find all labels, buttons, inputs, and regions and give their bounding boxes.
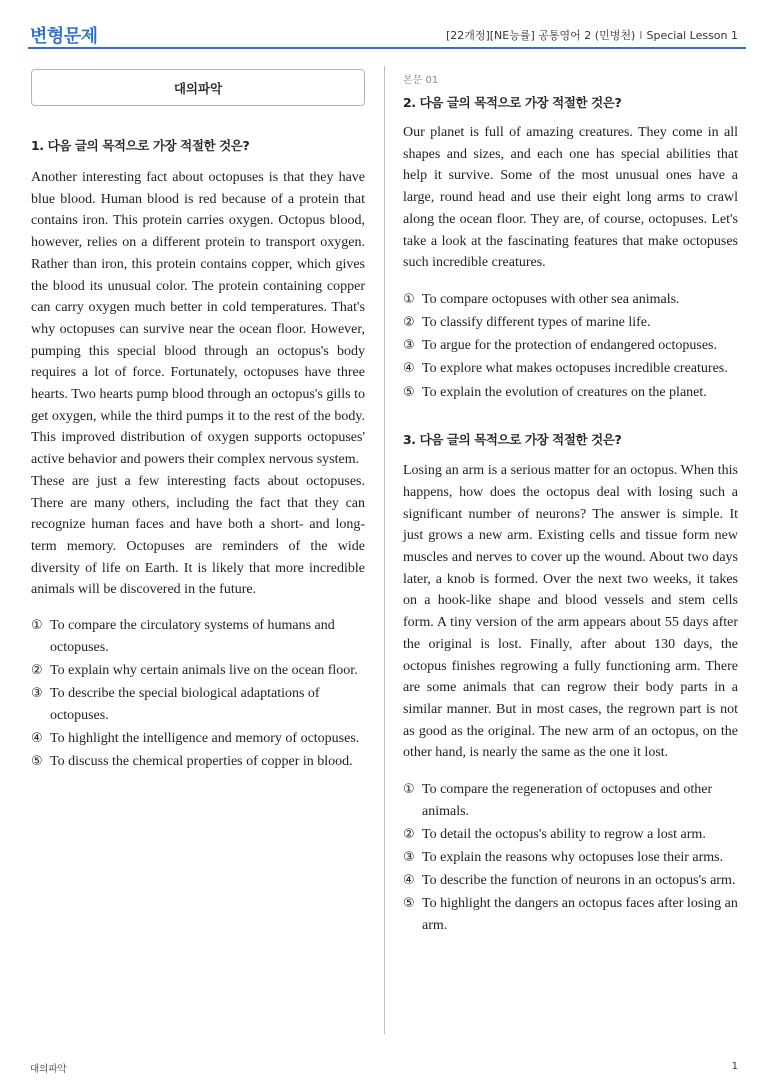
page-header [0, 0, 768, 50]
option-number: ③ [31, 686, 43, 702]
passage-paragraph: Our planet is full of amazing creatures. They come in all shapes and sizes, and each one has special abilities that help it survive. Some of the most unusual ones have a large, round head and use their eight long arms to crawl along the ocean floor. They are, of course, octopuses. Let's take a look at the fascinating features that make octopuses such incredible creatures. [403, 125, 738, 271]
page-title: 변형문제 [30, 26, 98, 47]
header-meta [446, 27, 738, 43]
option-text: To compare octopuses with other sea animals. [422, 291, 680, 307]
question-2-title: 2. 다음 글의 목적으로 가장 적절한 것은? [403, 95, 622, 110]
option-number: ② [31, 662, 43, 678]
option-text: To argue for the protection of endangered octopuses. [422, 338, 717, 354]
option-text: To describe the special biological adaptations of octopuses. [50, 686, 320, 723]
option-text: To explore what makes octopuses incredible creatures. [422, 361, 728, 377]
option-number: ④ [31, 730, 43, 746]
question-3-options [403, 779, 738, 937]
option-number: ⑤ [403, 896, 415, 912]
option-text: To compare the circulatory systems of humans and octopuses. [50, 618, 335, 655]
option-text: To discuss the chemical properties of copper in blood. [50, 754, 353, 769]
option-number: ③ [403, 338, 415, 354]
passage-tag: 본문 01 [403, 75, 439, 86]
option-text: To detail the octopus's ability to regrow a lost arm. [422, 826, 706, 842]
section-label-box [31, 69, 365, 106]
question-2-options [403, 289, 738, 403]
option-text: To explain the reasons why octopuses lose their arms. [422, 850, 724, 866]
question-1-options [31, 615, 365, 773]
right-column [403, 69, 738, 938]
option-number: ② [403, 826, 415, 842]
option-number: ⑤ [31, 754, 43, 769]
option-number: ⑤ [403, 384, 415, 400]
option-text: To highlight the intelligence and memory of octopuses. [50, 730, 360, 746]
option-number: ② [403, 315, 415, 331]
option-item [403, 893, 738, 936]
page-number: 1 [731, 1061, 738, 1072]
option-text: To classify different types of marine life. [422, 315, 651, 331]
option-item [31, 751, 365, 773]
header-separator: I [639, 29, 643, 42]
column-divider [384, 66, 385, 1034]
question-1-passage [31, 167, 365, 601]
option-number: ④ [403, 873, 415, 889]
option-number: ① [403, 782, 415, 798]
option-number: ① [403, 291, 415, 307]
passage-paragraph: Losing an arm is a serious matter for an octopus. When this happens, how does the octopus deal with losing such a significant number of neurons? The answer is simple. It just grows a new arm. Existing cells and tissue form new muscles and nerves to cover up the wound. About two days later, a knob is formed. Over the next two weeks, it takes on a hook-like shape and blood vessels and stem cells form. A tiny version of the arm appears about 55 days after the original is lost. Finally, after about 130 days, the octopus finishes regrowing a fully functioning arm. There are some animals that can regrow their body parts in a similar manner. But in most cases, the regrown part is not as good as the original. The new arm of an octopus, on the other hand, is nearly the same as the one it lost. [403, 463, 738, 761]
option-item [31, 728, 365, 750]
left-column [31, 69, 365, 774]
book-title: [22개정][NE능률] 공통영어 2 (민병천) [445, 29, 636, 42]
option-item [403, 870, 738, 892]
option-item [403, 824, 738, 846]
option-number: ③ [403, 850, 415, 866]
option-number: ① [31, 618, 43, 634]
option-text: To highlight the dangers an octopus faces after losing an arm. [422, 896, 738, 934]
option-text: To compare the regeneration of octopuses and other animals. [422, 782, 713, 819]
option-text: To explain why certain animals live on the ocean floor. [50, 662, 358, 678]
option-item [403, 289, 738, 311]
option-item [31, 615, 365, 658]
question-1-title: 1. 다음 글의 목적으로 가장 적절한 것은? [31, 138, 250, 153]
section-label: 대의파악 [173, 80, 223, 96]
question-2-passage [403, 122, 738, 274]
passage-paragraph: Another interesting fact about octopuses is that they have blue blood. Human blood is red because of a protein that contains iron. This protein carries oxygen. Octopus blood, however, relies on a different protein to transport oxygen. Rather than iron, this protein contains copper, which gives the blood its unusual color. The protein containing copper can carry oxygen much better in cold temperatures. That's why octopuses can survive near the ocean floor. However, pumping this special blood through an octopus's body requires a lot of force. Fortunately, octopuses have three hearts. Two hearts pump blood through an octopus's gills to get oxygen, while the third pumps it to the rest of the body. This improved distribution of oxygen supports octopuses' active behavior and powers their complex nervous system. [31, 170, 365, 468]
option-item [403, 779, 738, 822]
option-item [31, 660, 365, 682]
option-item [403, 847, 738, 869]
option-item [31, 683, 365, 726]
option-item [403, 312, 738, 334]
question-3-title: 3. 다음 글의 목적으로 가장 적절한 것은? [403, 432, 622, 448]
footer-section-label: 대의파악 [30, 1064, 67, 1075]
passage-paragraph: These are just a few interesting facts about octopuses. There are many others, including the fact that they can recognize human faces and have both a short- and long-term memory. Octopuses are reminders of the wide diversity of life on Earth. It is likely that more incredible animals will be discovered in the future. [31, 473, 365, 598]
option-item [403, 382, 738, 404]
option-text: To explain the evolution of creatures on the planet. [422, 384, 707, 400]
lesson-title: Special Lesson 1 [646, 29, 738, 42]
option-item [403, 358, 738, 380]
header-rule [28, 47, 746, 49]
question-3-passage [403, 460, 738, 764]
option-item [403, 335, 738, 357]
option-number: ④ [403, 361, 415, 377]
option-text: To describe the function of neurons in an octopus's arm. [422, 873, 736, 889]
